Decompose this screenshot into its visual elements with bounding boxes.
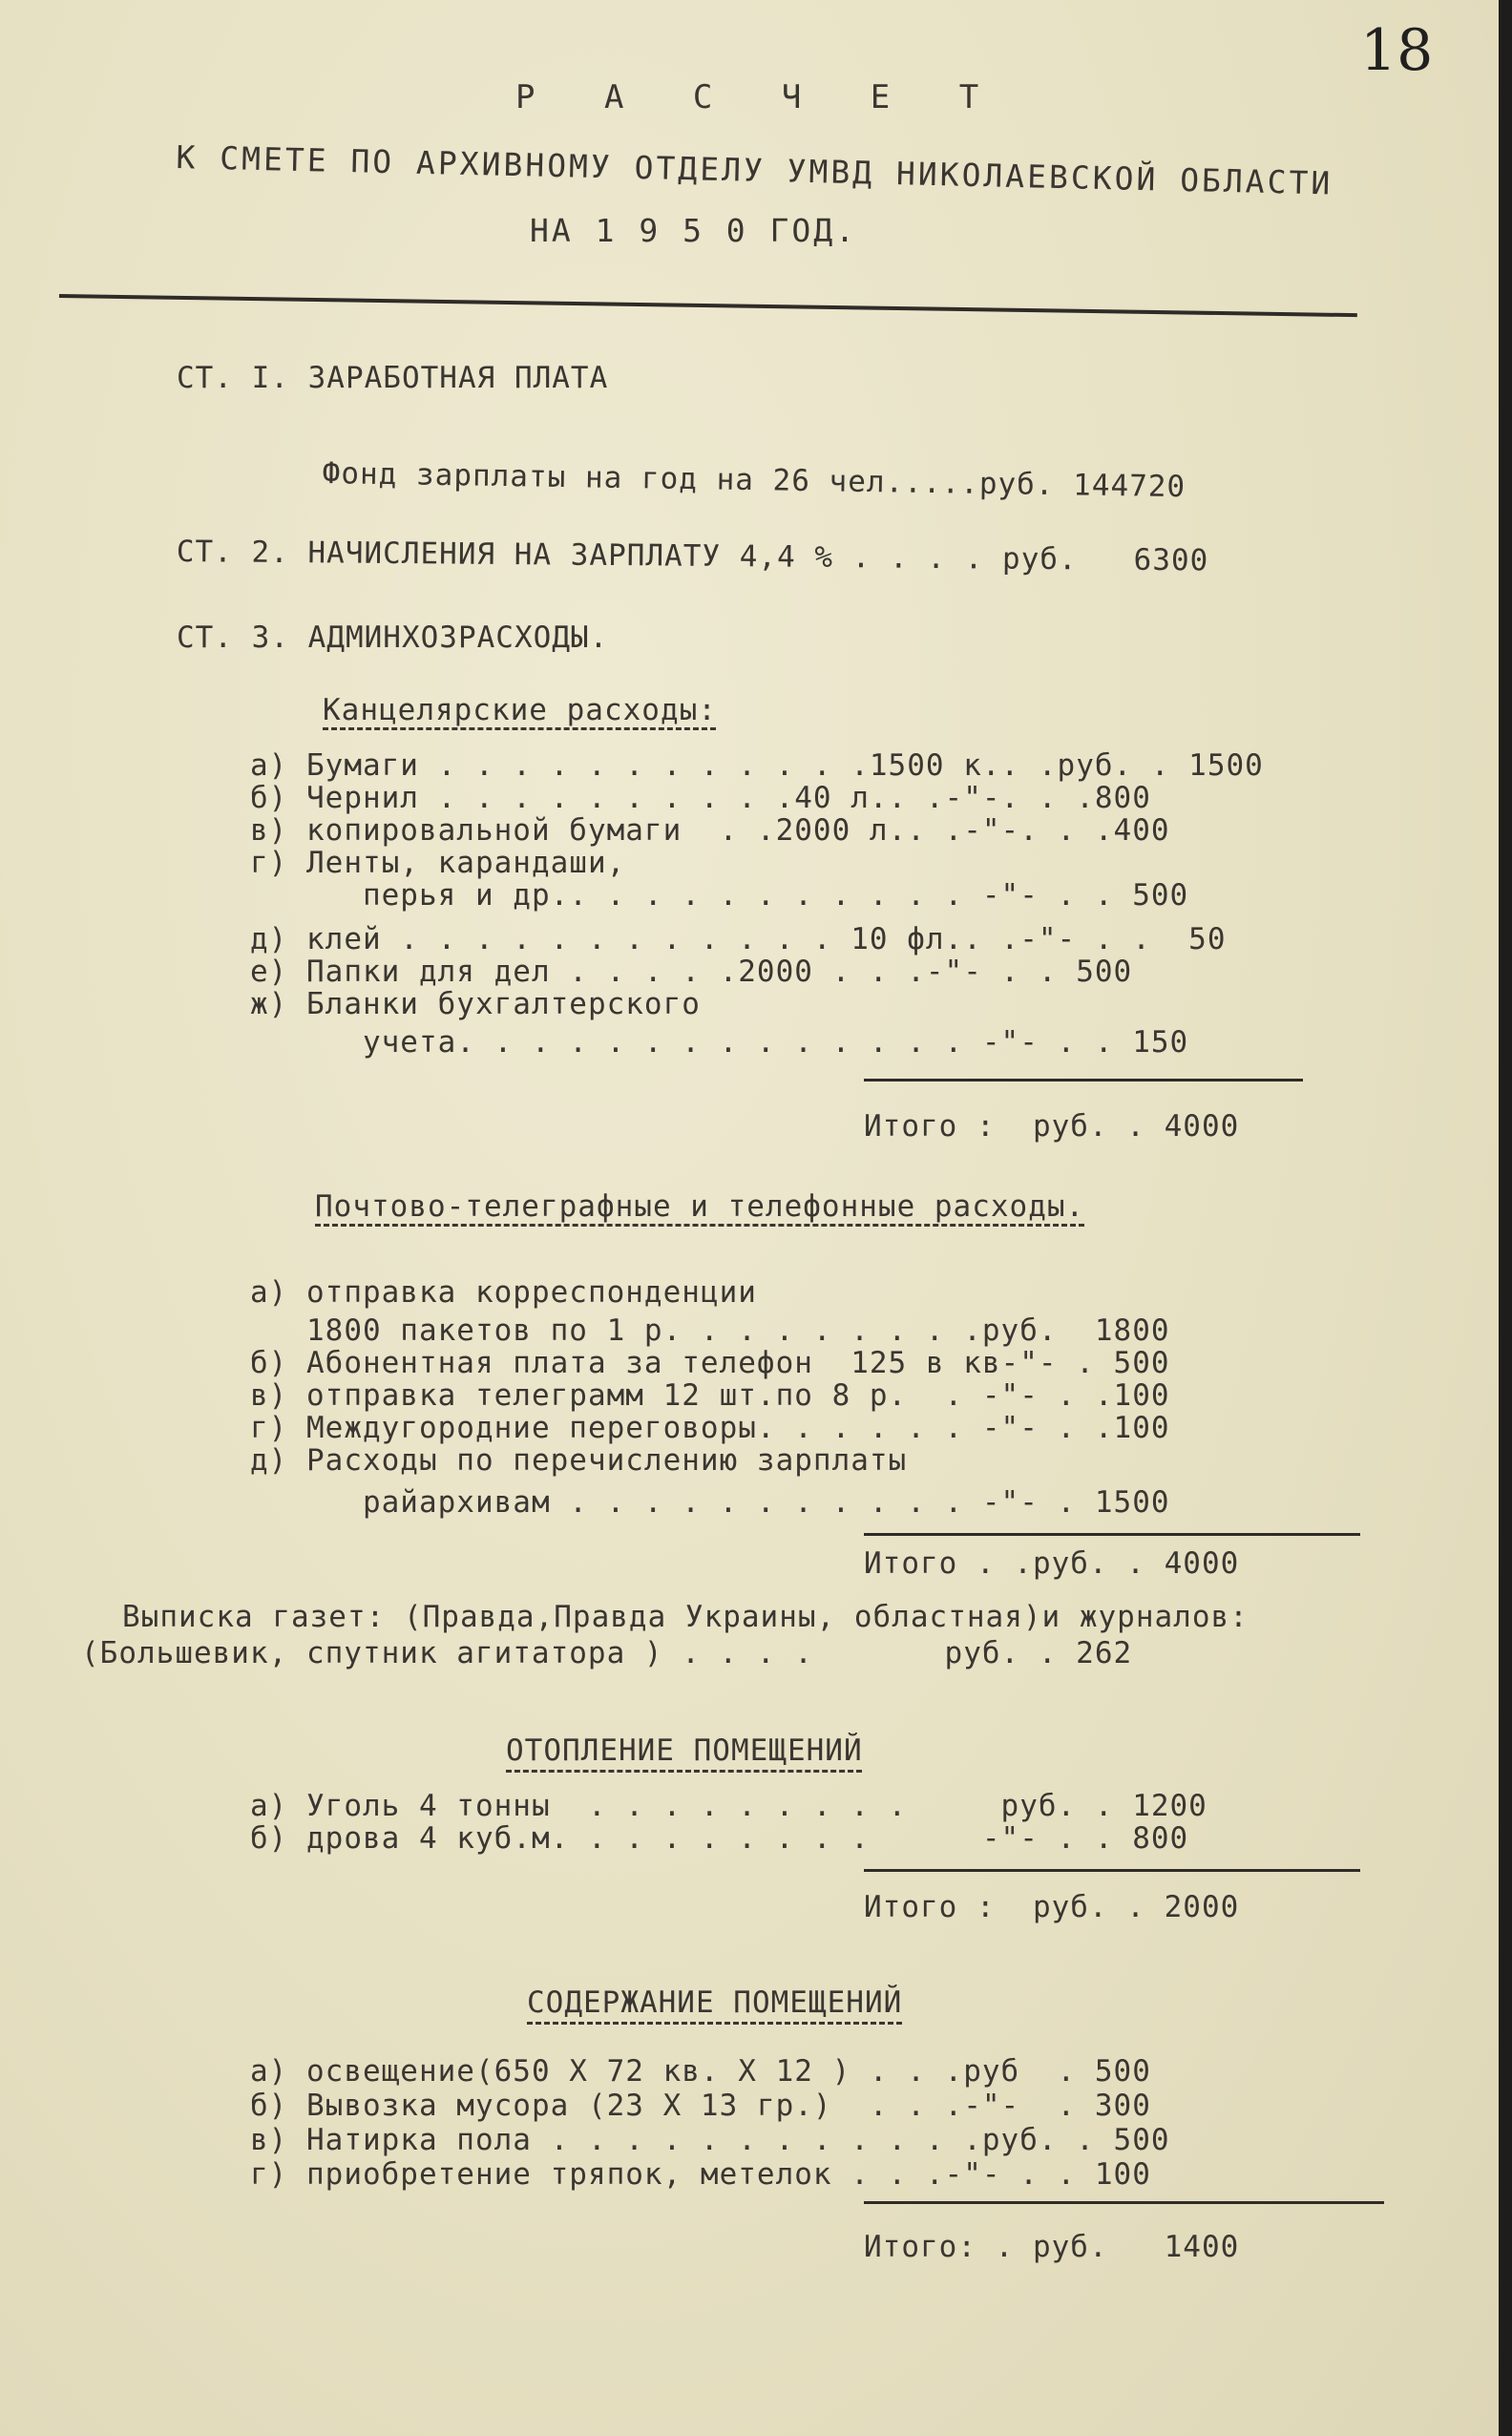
document-subtitle: К СМЕТЕ ПО АРХИВНОМУ ОТДЕЛУ УМВД НИКОЛАЕВСКОЙ ОБЛАСТИ: [176, 138, 1334, 202]
document-title: Р А С Ч Е Т: [515, 78, 1004, 116]
heating-total: Итого : руб. . 2000: [864, 1890, 1240, 1924]
maintenance-title: СОДЕРЖАНИЕ ПОМЕЩЕНИЙ: [527, 1985, 903, 2020]
postal-total: Итого . .руб. . 4000: [864, 1546, 1240, 1581]
maintenance-total: Итого: . руб. 1400: [864, 2230, 1240, 2264]
heating-title: ОТОПЛЕНИЕ ПОМЕЩЕНИЙ: [506, 1733, 863, 1768]
postal-item: райархивам . . . . . . . . . . . -"- . 1500: [250, 1485, 1170, 1520]
article-1-heading: СТ. I. ЗАРАБОТНАЯ ПЛАТА: [177, 361, 609, 395]
maintenance-total-rule: [864, 2201, 1384, 2204]
maintenance-item: в) Натирка пола . . . . . . . . . . . .руб. . 500: [250, 2123, 1170, 2157]
heating-total-rule: [864, 1869, 1360, 1872]
office-total-rule: [864, 1079, 1303, 1082]
maintenance-item: г) приобретение тряпок, метелок . . .-"- . . 100: [250, 2157, 1151, 2192]
postal-item: в) отправка телеграмм 12 шт.по 8 р. . -"- . .100: [250, 1378, 1170, 1413]
article-2-heading: СТ. 2. НАЧИСЛЕНИЯ НА ЗАРПЛАТУ 4,4 % . . . . руб. 6300: [176, 535, 1209, 578]
postal-item: д) Расходы по перечислению зарплаты: [250, 1443, 908, 1478]
office-total: Итого : руб. . 4000: [864, 1109, 1240, 1144]
heating-item: б) дрова 4 куб.м. . . . . . . . . -"- . . 800: [250, 1821, 1189, 1856]
postal-total-rule: [864, 1533, 1360, 1536]
press-subscription-line-1: Выписка газет: (Правда,Правда Украины, областная)и журналов:: [122, 1600, 1249, 1634]
office-item: ж) Бланки бухгалтерского: [250, 987, 701, 1021]
office-item: е) Папки для дел . . . . .2000 . . .-"- . . 500: [250, 955, 1133, 989]
office-expenses-title: Канцелярские расходы:: [323, 693, 717, 727]
header-divider: [59, 294, 1357, 317]
office-item: перья и др.. . . . . . . . . . . -"- . . 500: [250, 878, 1189, 913]
postal-item: г) Междугородние переговоры. . . . . . -"- . .100: [250, 1411, 1170, 1445]
postal-expenses-title: Почтово-телеграфные и телефонные расходы.: [315, 1189, 1085, 1224]
office-item: г) Ленты, карандаши,: [250, 846, 626, 880]
office-item: д) клей . . . . . . . . . . . . 10 фл.. .-"- . . 50: [250, 922, 1227, 956]
office-item: учета. . . . . . . . . . . . . . -"- . . 150: [250, 1025, 1189, 1060]
press-subscription-line-2: (Большевик, спутник агитатора ) . . . . руб. . 262: [81, 1636, 1133, 1670]
handwritten-page-number: 18: [1360, 17, 1434, 84]
heating-item: а) Уголь 4 тонны . . . . . . . . . руб. . 1200: [250, 1789, 1208, 1823]
office-item: б) Чернил . . . . . . . . . .40 л.. .-"-. . .800: [250, 781, 1151, 815]
maintenance-item: б) Вывозка мусора (23 X 13 гр.) . . .-"- . 300: [250, 2089, 1151, 2123]
office-item: в) копировальной бумаги . .2000 л.. .-"-. . .400: [250, 813, 1170, 848]
postal-item: б) Абонентная плата за телефон 125 в кв-"- . 500: [250, 1346, 1170, 1380]
postal-item: а) отправка корреспонденции: [250, 1275, 757, 1310]
article-1-fund: Фонд зарплаты на год на 26 чел.....руб. 144720: [322, 456, 1186, 505]
article-3-heading: СТ. 3. АДМИНХОЗРАСХОДЫ.: [177, 620, 609, 655]
maintenance-item: а) освещение(650 X 72 кв. X 12 ) . . .руб . 500: [250, 2054, 1151, 2089]
office-item: а) Бумаги . . . . . . . . . . . .1500 к.. .руб. . 1500: [250, 748, 1264, 783]
document-year: НА 1 9 5 0 ГОД.: [530, 212, 858, 249]
postal-item: 1800 пакетов по 1 р. . . . . . . . .руб. 1800: [250, 1313, 1170, 1348]
